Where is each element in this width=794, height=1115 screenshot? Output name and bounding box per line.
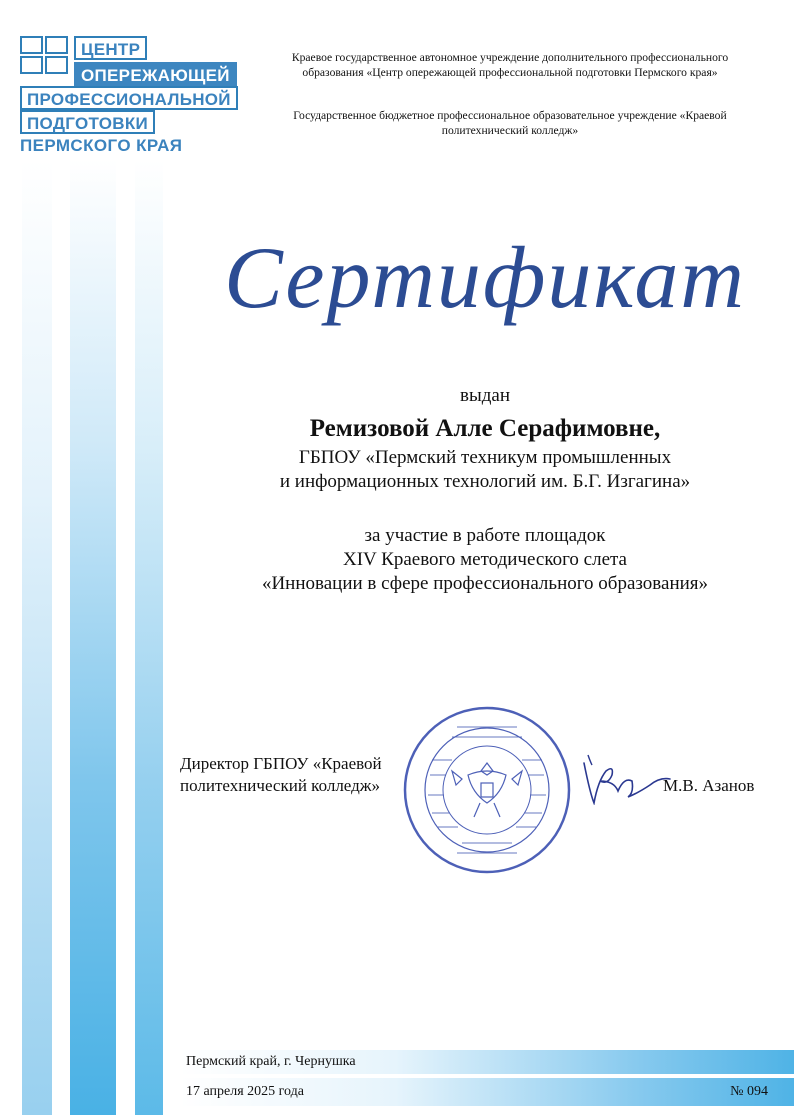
reason-line: «Инновации в сфере профессионального образования» bbox=[261, 573, 709, 594]
institution-line: ГБПОУ «Пермский техникум промышленных bbox=[298, 447, 672, 468]
issue-place: Пермский край, г. Чернушка bbox=[186, 1054, 356, 1069]
certificate-number: № 094 bbox=[730, 1084, 768, 1099]
signatory-role bbox=[180, 753, 420, 797]
issue-date: 17 апреля 2025 года bbox=[186, 1084, 304, 1099]
handwritten-signature bbox=[576, 745, 676, 805]
logo-mark-cell bbox=[20, 56, 43, 74]
logo-mark-cell bbox=[45, 56, 68, 74]
decorative-stripe bbox=[70, 160, 116, 1115]
logo-mark-cell bbox=[45, 36, 68, 54]
official-stamp bbox=[402, 705, 572, 875]
signatory-name: М.В. Азанов bbox=[663, 776, 755, 795]
reason-line: за участие в работе площадок bbox=[364, 525, 606, 546]
recipient-name: Ремизовой Алле Серафимовне, bbox=[309, 415, 661, 442]
logo-line: ПЕРМСКОГО КРАЯ bbox=[20, 136, 183, 155]
issuing-organization-1: Краевое государственное автономное учреждение дополнительного профессионального образования «Центр опережающей профессиональной подготовки Пермского края» bbox=[291, 51, 729, 79]
organization-logo bbox=[20, 36, 265, 158]
certificate-title: Сертификат bbox=[224, 230, 746, 327]
logo-line: ПОДГОТОВКИ bbox=[20, 110, 155, 134]
decorative-stripe bbox=[135, 160, 163, 1115]
recipient-institution bbox=[200, 446, 770, 494]
logo-mark-cell bbox=[20, 36, 43, 54]
reason-line: XIV Краевого методического слета bbox=[343, 549, 627, 570]
institution-line: и информационных технологий им. Б.Г. Изгагина» bbox=[279, 471, 691, 492]
issuing-organization-2: Государственное бюджетное профессиональное образовательное учреждение «Краевой политехнический колледж» bbox=[293, 109, 727, 137]
logo-line: ПРОФЕССИОНАЛЬНОЙ bbox=[20, 86, 238, 110]
signatory-role-line: политехнический колледж» bbox=[180, 776, 381, 795]
signatory-role-line: Директор ГБПОУ «Краевой bbox=[180, 754, 382, 773]
issued-label: выдан bbox=[459, 385, 510, 406]
logo-line: ОПЕРЕЖАЮЩЕЙ bbox=[74, 62, 237, 86]
decorative-stripe bbox=[22, 160, 52, 1115]
logo-line: ЦЕНТР bbox=[74, 36, 147, 60]
logo-mark bbox=[20, 36, 68, 74]
award-reason bbox=[200, 524, 770, 596]
